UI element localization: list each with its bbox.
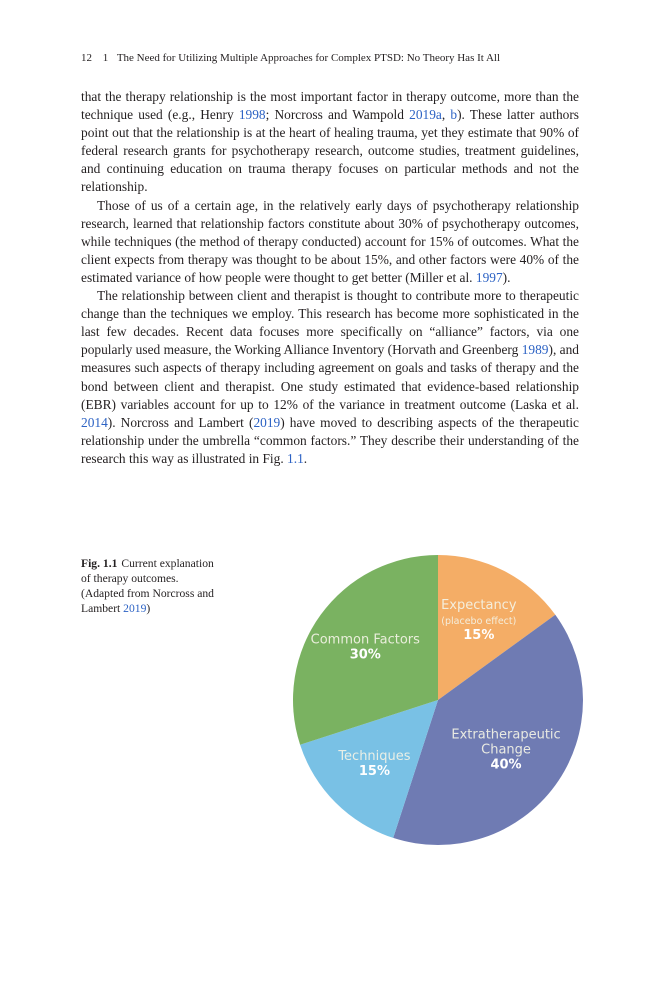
paragraph [81,197,579,287]
pie-chart-svg [292,554,584,846]
paragraph-text: ). Norcross and Lambert ( [107,414,254,430]
citation-link[interactable]: 1.1 [287,450,304,466]
figure-caption-text: Current explanation of therapy outcomes. (Adapted from Norcross and Lambert [81,557,214,615]
figure-label: Fig. 1.1 [81,557,118,570]
paragraph [81,88,579,197]
body-text [81,88,579,468]
paragraph-text: that the therapy relationship is the most important factor in therapy outcome, more than the technique used (e.g., Henry [81,89,579,123]
paragraph-text: , [441,107,451,123]
pie-chart [292,554,584,846]
paragraph [81,287,579,468]
paragraph-text: Those of us of a certain age, in the relatively early days of psychotherapy relationship research, learned that relationship factors constitute about 30% of psychotherapy outcomes, while techniques (the method of therapy conducted) account for 15% of outcomes. What the client expects from therapy was thought to be about 15%, and other factors were 40% of the estimated variance of how people were thought to get better (Miller et al. [81,197,579,285]
figure-caption [81,556,217,616]
slice-name-label: (placebo effect) [441,615,517,627]
citation-link[interactable]: 2014 [81,414,108,430]
slice-value-label: 40% [490,757,522,773]
citation-link[interactable]: 2019a [409,107,442,123]
chapter-number: 1 [102,52,109,64]
chapter-title: The Need for Utilizing Multiple Approaches for Complex PTSD: No Theory Has It All [116,52,501,64]
citation-link[interactable]: 2019 [253,414,281,430]
citation-link[interactable]: 1997 [475,269,503,285]
figure-caption-end: ) [146,602,151,615]
paragraph-text: ), and measures such aspects of therapy including agreement on goals and tasks of therapy and the bond between client and therapist. One study estimated that evidence-based relationship (EBR) variables account for up to 12% of the variance in treatment outcome (Laska et al. [81,342,579,412]
paragraph-text: The relationship between client and therapist is thought to contribute more to therapeutic change than the techniques we employ. This research has become more sophisticated in the last few decades. Recent data focuses more specifically on “alliance” factors, via one popularly used measure, the Working Alliance Inventory (Horvath and Greenberg [81,288,579,358]
paragraph-text: ) have moved to describing aspects of the therapeutic relationship under the umbrella “common factors.” They describe their understanding of the research this way as illustrated in Fig. [81,414,579,466]
page-number: 12 [81,52,92,64]
paragraph-text: . [303,450,308,466]
slice-name-label: Techniques [338,749,411,765]
paragraph-text: ; Norcross and Wampold [265,107,410,123]
slice-value-label: 15% [358,764,390,780]
slice-name-label: Common Factors [310,632,420,648]
slice-name-label: Expectancy [441,597,517,613]
citation-link[interactable]: 1998 [238,107,266,123]
slice-value-label: 15% [463,627,495,643]
slice-value-label: 30% [349,647,381,663]
slice-name-label: Change [481,742,531,758]
running-head [81,51,581,65]
paragraph-text: ). [502,269,511,285]
slice-name-label: Extratherapeutic [451,727,561,743]
citation-link[interactable]: 2019 [123,602,147,615]
citation-link[interactable]: 1989 [521,342,549,358]
paragraph-text: ). These latter authors point out that the relationship is at the heart of healing trauma, yet they estimate that 90% of federal research grants for psychotherapy research, outcome studies, treatment guidelines, and continuing education on trauma therapy focuses on particular methods and not the relationship. [81,107,580,195]
citation-link[interactable]: b [450,107,458,123]
